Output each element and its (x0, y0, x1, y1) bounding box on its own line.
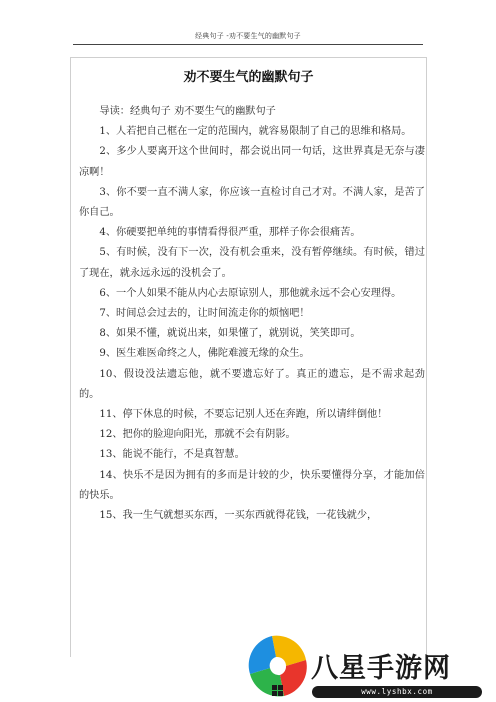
quote-paragraph: 1、人若把自己框在一定的范围内，就容易限制了自己的思维和格局。 (99, 126, 412, 138)
grid-menu-icon[interactable] (272, 685, 283, 696)
quote-paragraph: 6、一个人如果不能从内心去原谅别人，那他就永远不会心安理得。 (99, 287, 402, 299)
quote-paragraph: 11、停下休息的时候，不要忘记别人还在奔跑，所以请绊倒他！ (99, 409, 388, 421)
document-body (79, 102, 425, 526)
quote-paragraph: 8、如果不懂，就说出来，如果懂了，就别说，笑笑即可。 (99, 328, 361, 340)
quote-paragraph: 12、把你的脸迎向阳光，那就不会有阴影。 (99, 429, 296, 441)
quote-paragraph: 3、你不要一直不满人家，你应该一直检讨自己才对。不满人家，是苦了你自己。 (79, 186, 425, 219)
quote-paragraph: 10、假设没法遗忘他，就不要遗忘好了。真正的遗忘，是不需求起劲的。 (79, 368, 425, 400)
quote-paragraph: 13、能说不能行，不是真智慧。 (99, 449, 245, 461)
quote-paragraph: 14、快乐不是因为拥有的多而是计较的少，快乐要懂得分享，才能加倍的快乐。 (79, 469, 425, 501)
quote-paragraph: 7、时间总会过去的，让时间流走你的烦恼吧！ (99, 308, 310, 320)
intro-paragraph: 导读：经典句子 劝不要生气的幽默句子 (99, 106, 276, 117)
header-rule (73, 44, 423, 45)
quote-paragraph: 5、有时候，没有下一次，没有机会重来，没有暂停继续。有时候，错过了现在，就永远永远的没机会了。 (79, 247, 425, 279)
running-header: 经典句子 -劝不要生气的幽默句子 (195, 32, 301, 40)
quote-paragraph: 4、你硬要把单纯的事情看得很严重，那样子你会很痛苦。 (99, 227, 361, 239)
quote-paragraph: 9、医生难医命终之人，佛陀难渡无缘的众生。 (99, 348, 310, 360)
document-title: 劝不要生气的幽默句子 (183, 70, 314, 85)
watermark-url[interactable]: www.lyshbx.com (312, 686, 482, 698)
watermark-brand-name: 八星手游网 (311, 653, 451, 684)
quote-paragraph: 2、多少人要离开这个世间时，都会说出同一句话，这世界真是无奈与凄凉啊！ (79, 146, 425, 178)
quote-paragraph: 15、我一生气就想买东西，一买东西就得花钱，一花钱就少， (99, 510, 378, 522)
